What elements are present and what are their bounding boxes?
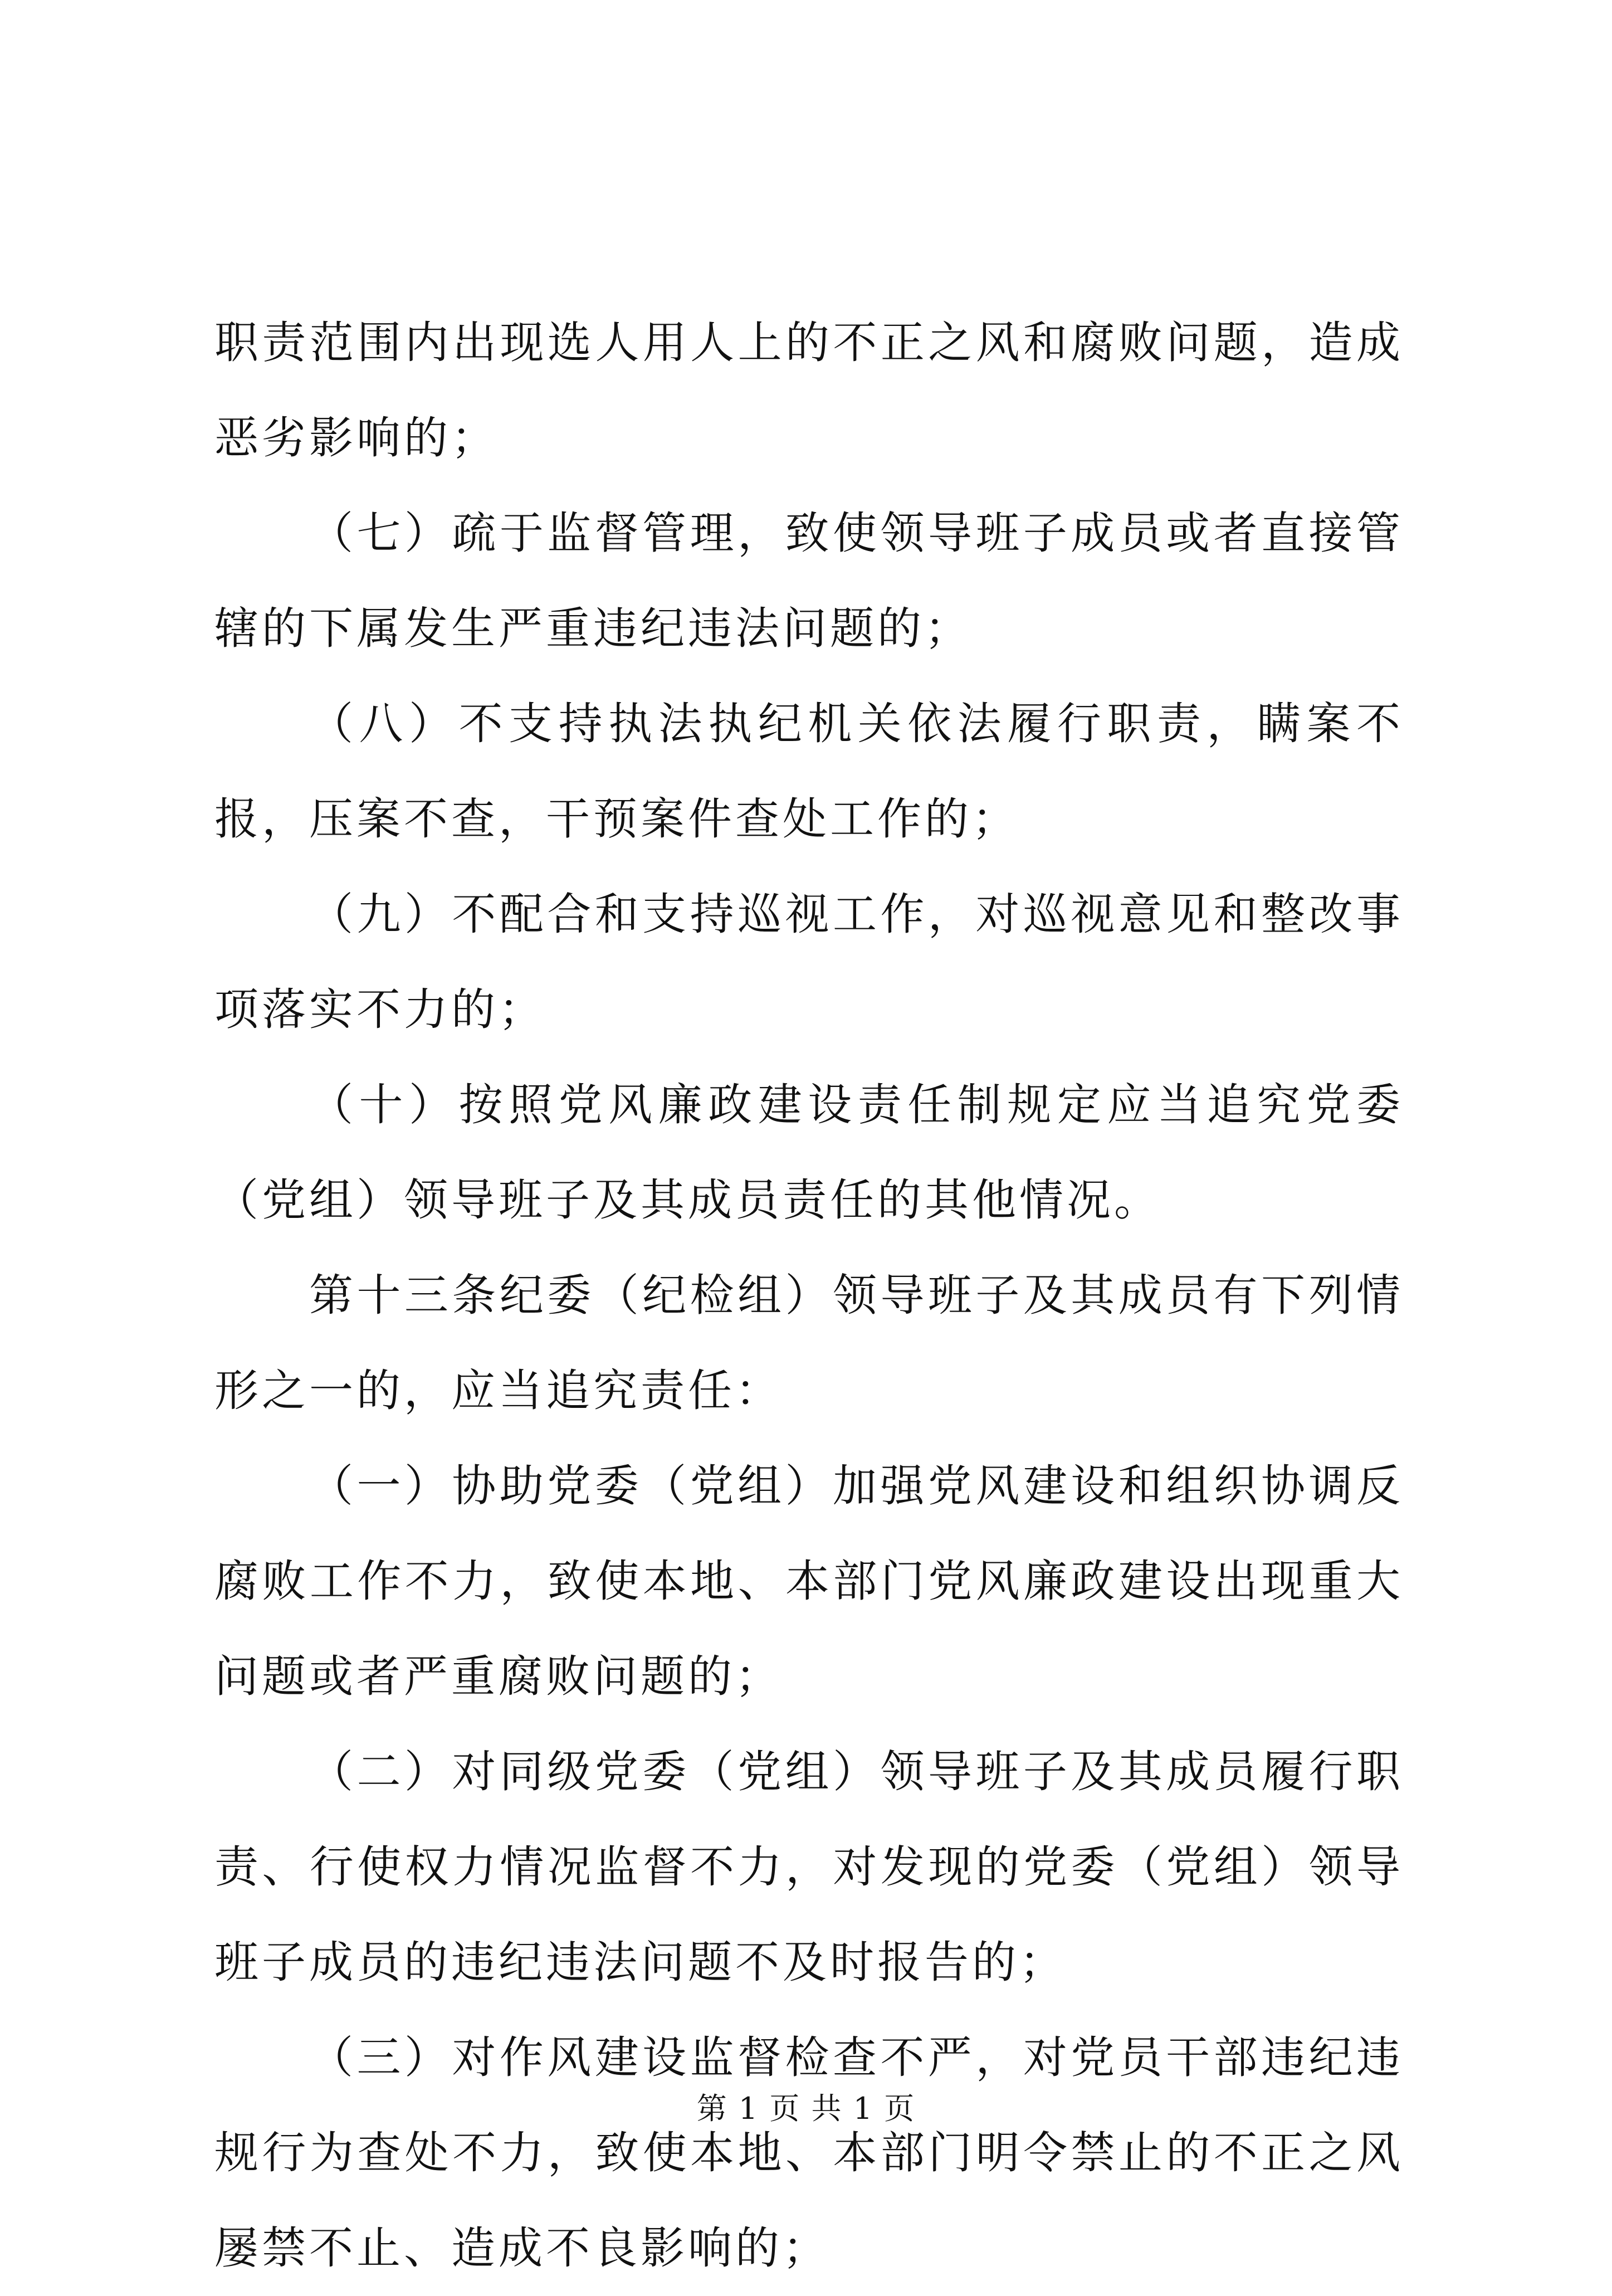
paragraph-8: （二）对同级党委（党组）领导班子及其成员履行职责、行使权力情况监督不力，对发现的党委（党组）领导班子成员的违纪违法问题不及时报告的； [214, 1746, 1404, 1988]
paragraph-5: （十）按照党风廉政建设责任制规定应当追究党委（党组）领导班子及其成员责任的其他情况。 [214, 1079, 1404, 1226]
document-body [214, 295, 1404, 2296]
paragraph-3: （八）不支持执法执纪机关依法履行职责，瞒案不报，压案不查，干预案件查处工作的； [214, 698, 1404, 845]
page-footer: 第 1 页 共 1 页 [696, 2091, 916, 2126]
paragraph-6: 第十三条纪委（纪检组）领导班子及其成员有下列情形之一的，应当追究责任： [214, 1270, 1404, 1416]
paragraph-7: （一）协助党委（党组）加强党风建设和组织协调反腐败工作不力，致使本地、本部门党风廉政建设出现重大问题或者严重腐败问题的； [214, 1460, 1404, 1702]
paragraph-9: （三）对作风建设监督检查不严，对党员干部违纪违规行为查处不力，致使本地、本部门明令禁止的不正之风屡禁不止、造成不良影响的； [214, 2032, 1404, 2274]
paragraph-1: 职责范围内出现选人用人上的不正之风和腐败问题，造成恶劣影响的； [214, 317, 1404, 464]
paragraph-2: （七）疏于监督管理，致使领导班子成员或者直接管辖的下属发生严重违纪违法问题的； [214, 508, 1404, 654]
paragraph-4: （九）不配合和支持巡视工作，对巡视意见和整改事项落实不力的； [214, 889, 1404, 1035]
